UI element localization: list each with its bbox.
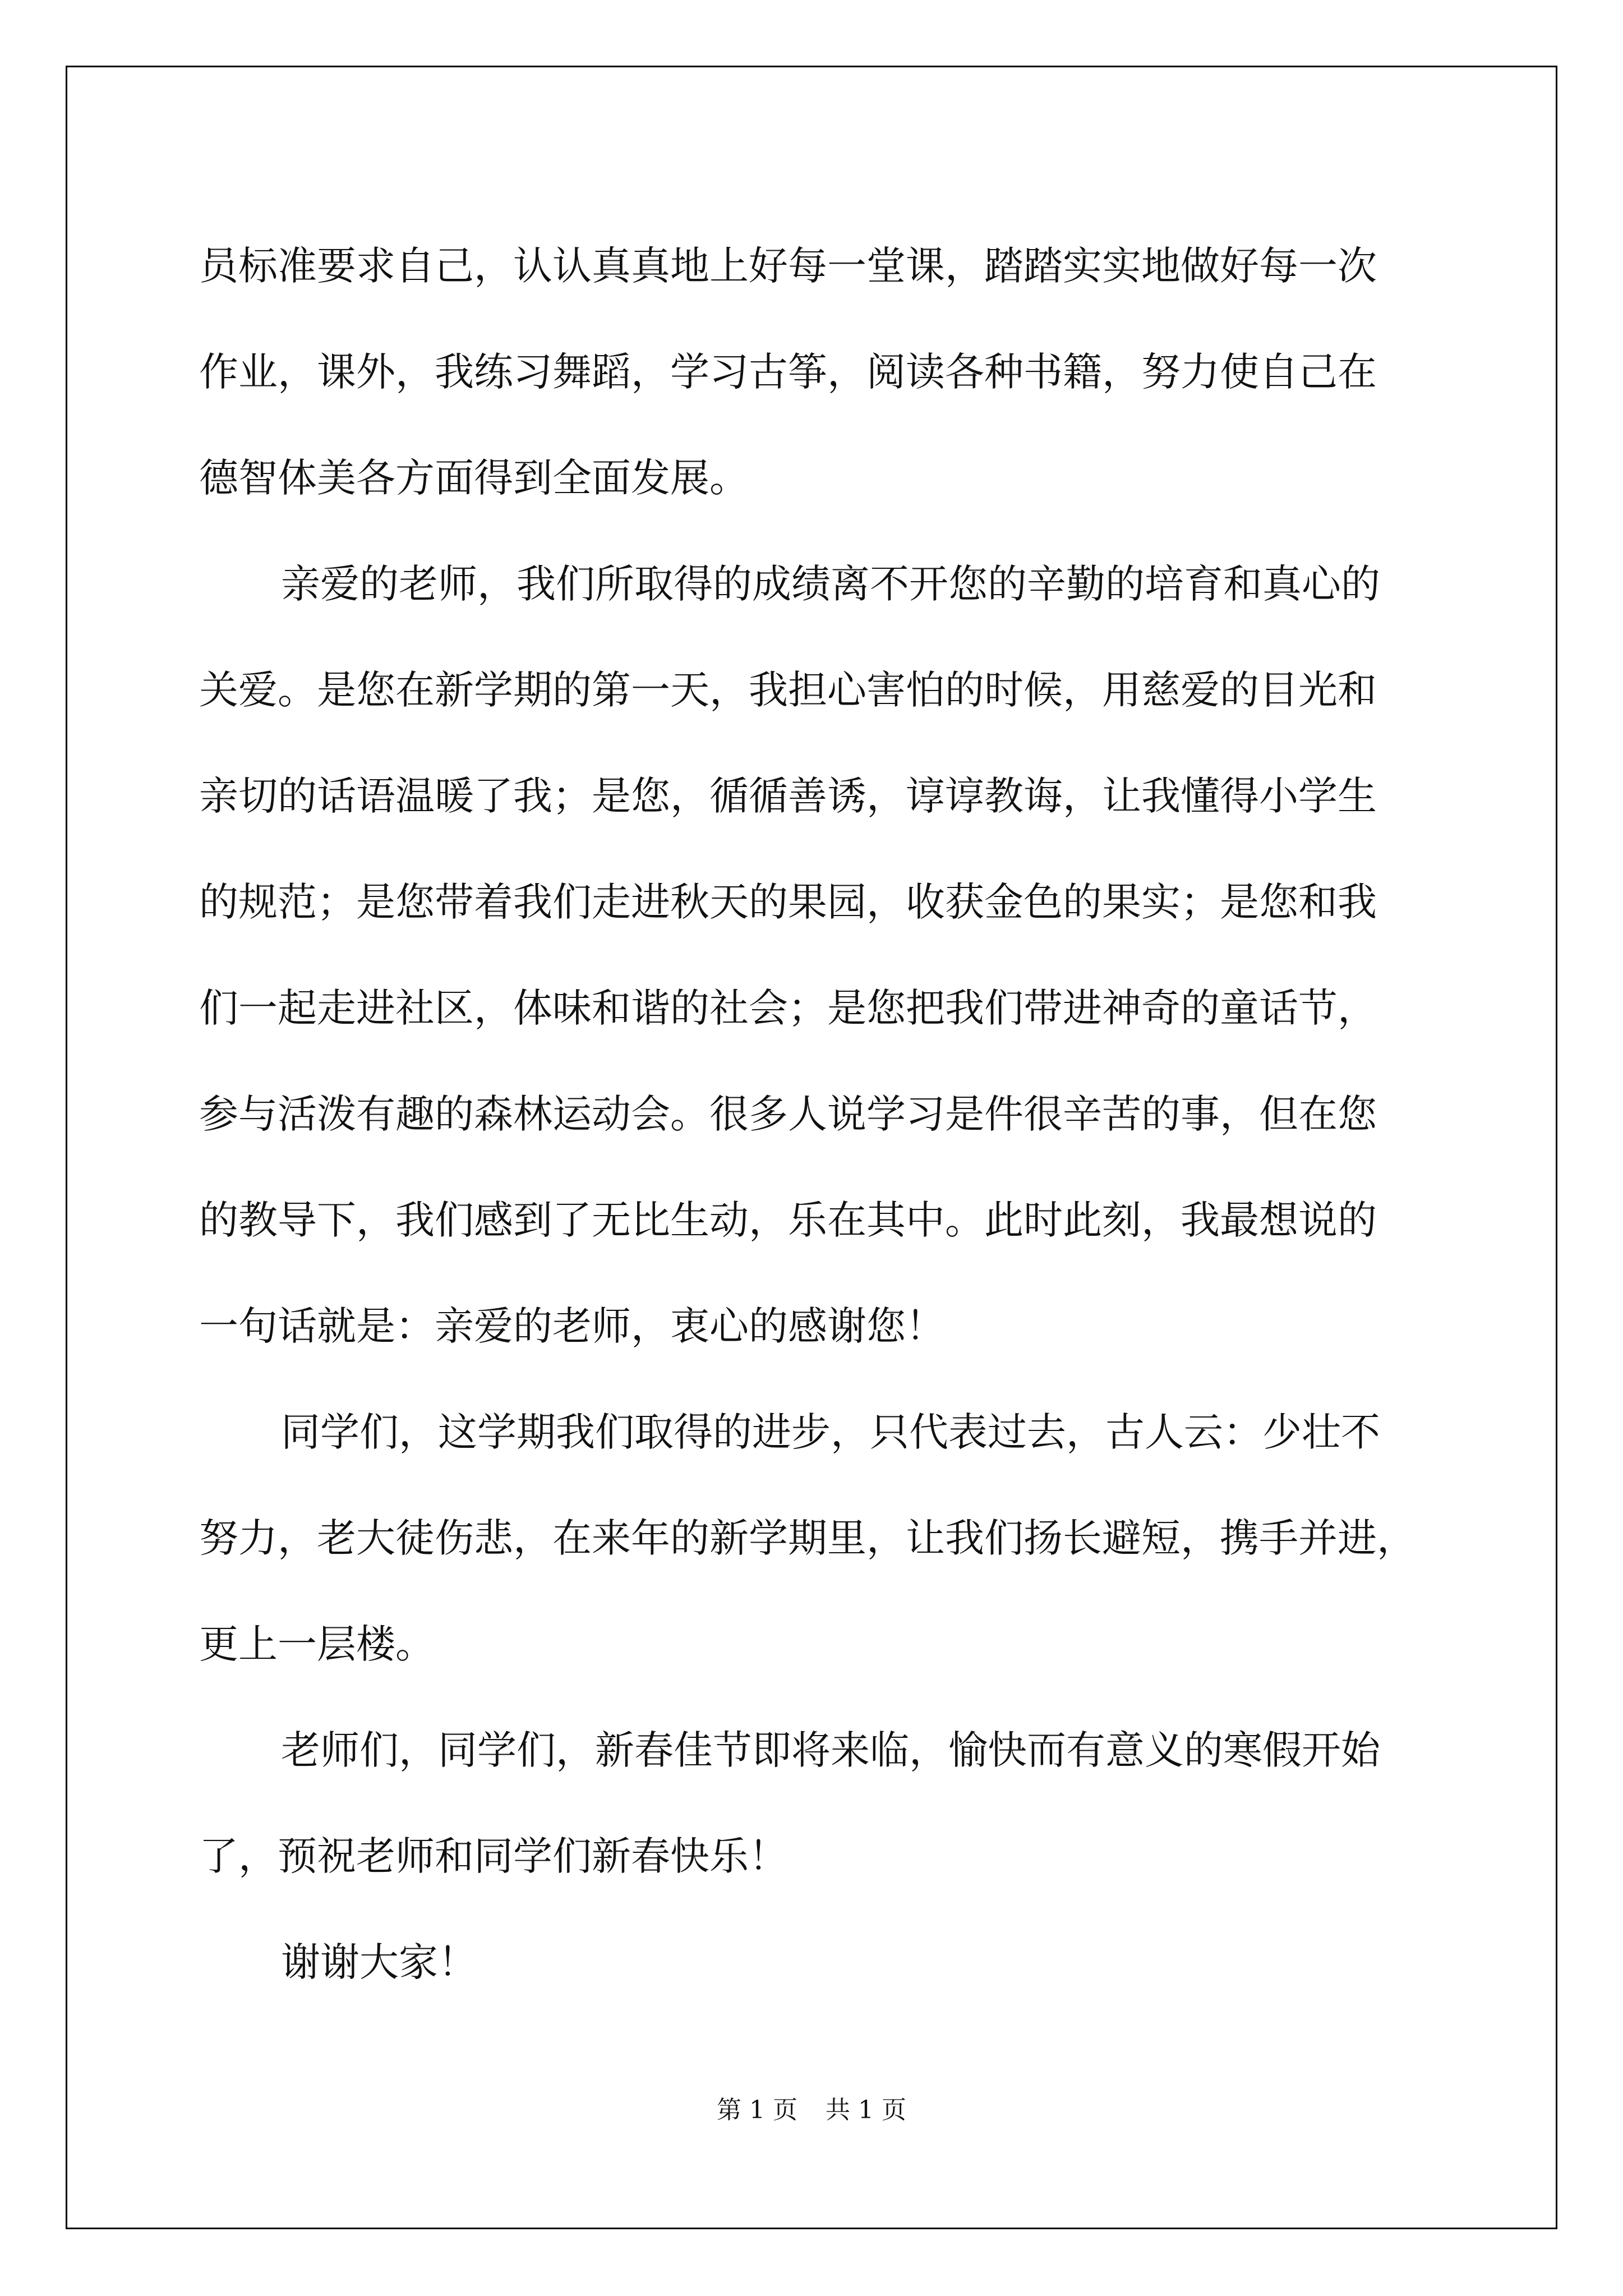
text-line: 努力，老大徒伤悲，在来年的新学期里，让我们扬长避短，携手并进， [199,1515,1416,1561]
text-line: 德智体美各方面得到全面发展。 [199,455,749,501]
text-line: 了，预祝老师和同学们新春快乐！ [199,1833,788,1879]
text-line: 们一起走进社区，体味和谐的社会；是您把我们带进神奇的童话节， [199,985,1377,1031]
page-number-total: 共 1 页 [826,2096,906,2124]
paragraph-start-line: 老师们，同学们，新春佳节即将来临，愉快而有意义的寒假开始 [281,1727,1380,1773]
text-line: 一句话就是：亲爱的老师，衷心的感谢您！ [199,1303,945,1349]
text-line: 参与活泼有趣的森林运动会。很多人说学习是件很辛苦的事，但在您 [199,1091,1377,1137]
text-line: 的教导下，我们感到了无比生动，乐在其中。此时此刻，我最想说的 [199,1197,1377,1243]
closing-line: 谢谢大家！ [281,1939,477,1985]
text-line: 的规范；是您带着我们走进秋天的果园，收获金色的果实；是您和我 [199,879,1377,925]
paragraph-start-line: 同学们，这学期我们取得的进步，只代表过去，古人云：少壮不 [281,1409,1380,1455]
page-footer [0,2090,1623,2125]
page-number-current: 第 1 页 [717,2096,797,2124]
text-line: 作业，课外，我练习舞蹈，学习古筝，阅读各种书籍，努力使自己在 [199,349,1377,395]
text-line: 员标准要求自己，认认真真地上好每一堂课，踏踏实实地做好每一次 [199,243,1377,289]
paragraph-start-line: 亲爱的老师，我们所取得的成绩离不开您的辛勤的培育和真心的 [281,561,1380,607]
text-line: 关爱。是您在新学期的第一天，我担心害怕的时候，用慈爱的目光和 [199,667,1377,713]
document-body [199,213,1455,2016]
text-line: 更上一层楼。 [199,1621,435,1667]
text-line: 亲切的话语温暖了我；是您，循循善诱，谆谆教诲，让我懂得小学生 [199,773,1377,819]
